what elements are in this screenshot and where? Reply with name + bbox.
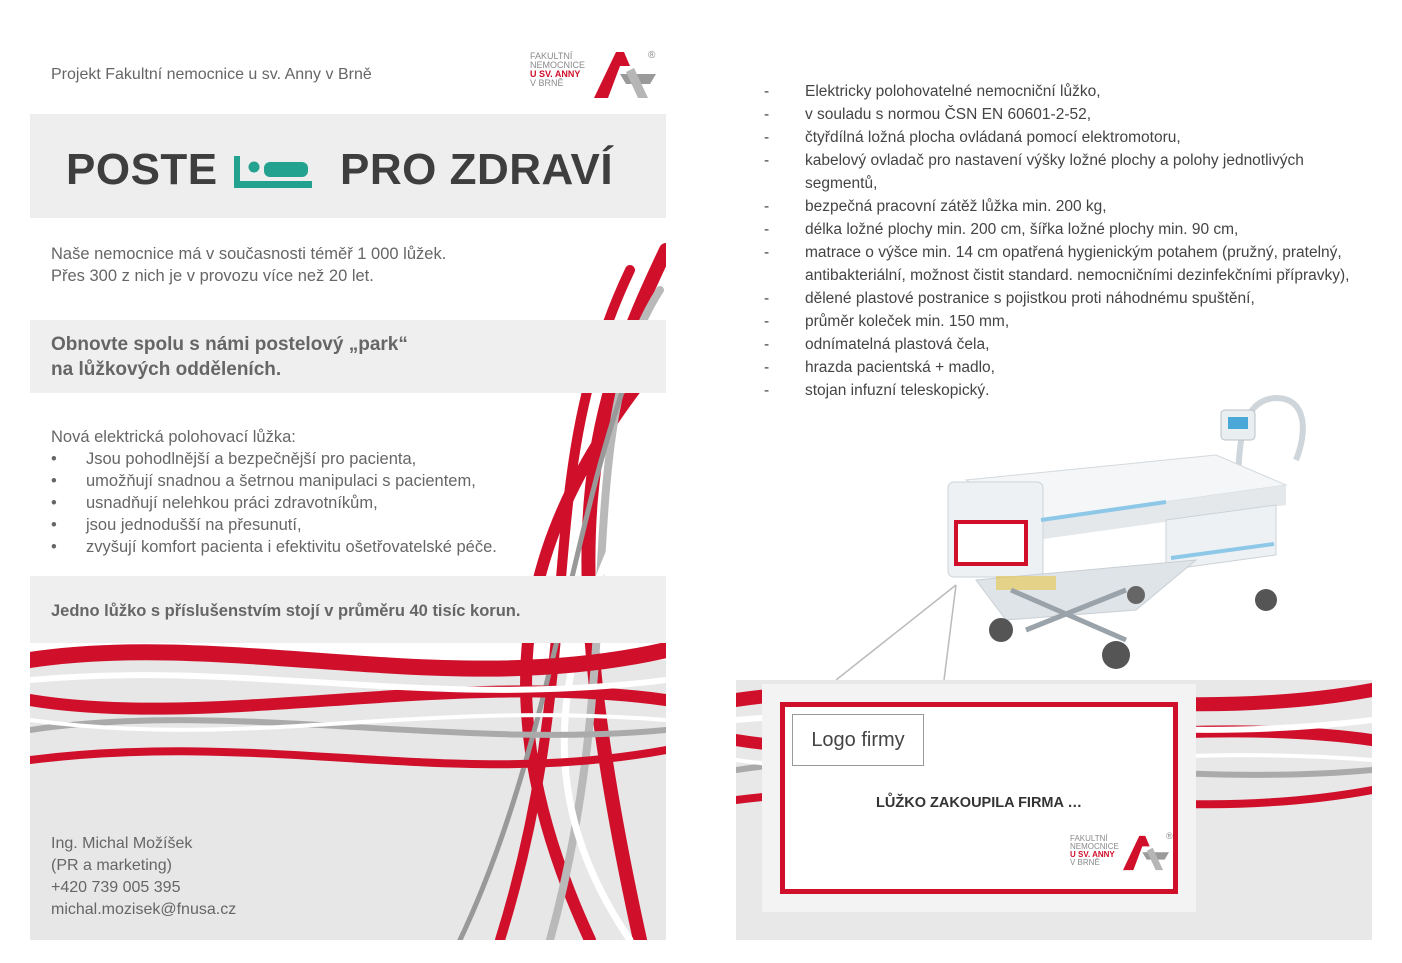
list-item: - Elektricky polohovatelné nemocniční lůžko, <box>762 80 1352 103</box>
contact-name: Ing. Michal Možíšek <box>51 835 193 852</box>
logo-line-2: NEMOCNICE <box>1070 842 1119 851</box>
callout-band <box>30 320 666 393</box>
list-item: - kabelový ovladač pro nastavení výšky ložné plochy a polohy jednotlivých segmentů, <box>762 149 1352 195</box>
plaque-logo-text <box>1070 835 1119 867</box>
list-item: • umožňují snadnou a šetrnou manipulaci s pacientem, <box>51 470 497 492</box>
registered-mark: ® <box>1166 831 1173 841</box>
list-item: - čtyřdílná ložná plocha ovládaná pomocí elektromotoru, <box>762 126 1352 149</box>
logo-line-3: U SV. ANNY <box>1070 850 1115 859</box>
logo-line-4: V BRNĚ <box>530 78 564 88</box>
contact-email[interactable]: michal.mozisek@fnusa.cz <box>51 901 237 918</box>
logo-line-1: FAKULTNÍ <box>530 51 573 61</box>
logo-line-3: U SV. ANNY <box>530 69 581 79</box>
title-part-1: POSTE <box>66 145 218 194</box>
title-part-2: PRO ZDRAVÍ <box>340 145 614 194</box>
registered-mark: ® <box>648 50 656 61</box>
project-line: Projekt Fakultní nemocnice u sv. Anny v Brně <box>51 66 372 83</box>
title-band <box>30 114 666 218</box>
list-item: - délka ložné plochy min. 200 cm, šířka ložné plochy min. 90 cm, <box>762 218 1352 241</box>
list-item: - průměr koleček min. 150 mm, <box>762 310 1352 333</box>
plaque-hospital-logo <box>1070 831 1175 879</box>
list-item: - v souladu s normou ČSN EN 60601-2-52, <box>762 103 1352 126</box>
list-item: • jsou jednodušší na přesunutí, <box>51 514 497 536</box>
list-item: - matrace o výšce min. 14 cm opatřená hygienickým potahem (pružný, pratelný, antibakteriální, možnost čistit standard. nemocničními dezinfekčními přípravky), <box>762 241 1352 287</box>
list-item: • usnadňují nelehkou práci zdravotníkům, <box>51 492 497 514</box>
callout-line-1: Obnovte spolu s námi postelový „park“ <box>51 334 408 355</box>
contact-phone: +420 739 005 395 <box>51 879 181 896</box>
list-item: • Jsou pohodlnější a bezpečnější pro pacienta, <box>51 448 497 470</box>
hospital-logo <box>530 52 660 102</box>
logo-line-4: V BRNĚ <box>1070 858 1100 867</box>
bed-icon <box>232 154 314 190</box>
specs-list <box>762 80 1352 402</box>
list-item: • zvyšují komfort pacienta i efektivitu ošetřovatelské péče. <box>51 536 497 558</box>
intro-text <box>51 243 446 287</box>
logo-line-1: FAKULTNÍ <box>1070 834 1108 843</box>
logo-a-mark-icon <box>1120 831 1172 875</box>
benefits-block <box>51 426 497 558</box>
right-page <box>736 0 1372 940</box>
contact-role: (PR a marketing) <box>51 857 172 874</box>
hospital-bed-illustration <box>836 390 1336 680</box>
list-item: - dělené plastové postranice s pojistkou proti náhodnému spuštění, <box>762 287 1352 310</box>
intro-line-2: Přes 300 z nich je v provozu více než 20 let. <box>51 267 374 285</box>
plaque-frame <box>780 702 1178 894</box>
contact-block <box>51 833 236 921</box>
logo-line-2: NEMOCNICE <box>530 60 586 70</box>
price-text: Jedno lůžko s příslušenstvím stojí v průměru 40 tisíc korun. <box>51 602 521 620</box>
company-logo-placeholder: Logo firmy <box>792 714 924 766</box>
callout-line-2: na lůžkových odděleních. <box>51 359 282 380</box>
benefits-title: Nová elektrická polohovací lůžka: <box>51 428 296 446</box>
sponsor-plaque <box>762 684 1196 912</box>
intro-line-1: Naše nemocnice má v současnosti téměř 1 000 lůžek. <box>51 245 447 263</box>
logo-text <box>530 52 585 88</box>
benefits-list <box>51 448 497 558</box>
list-item: - stojan infuzní teleskopický. <box>762 379 1352 402</box>
callout-text <box>51 332 408 382</box>
list-item: - bezpečná pracovní zátěž lůžka min. 200 kg, <box>762 195 1352 218</box>
left-page <box>30 0 666 940</box>
specs-block <box>762 80 1352 402</box>
list-item: - hrazda pacientská + madlo, <box>762 356 1352 379</box>
price-band <box>30 576 666 643</box>
purchased-by-text: LŮŽKO ZAKOUPILA FIRMA … <box>876 795 1082 811</box>
list-item: - odnímatelná plastová čela, <box>762 333 1352 356</box>
